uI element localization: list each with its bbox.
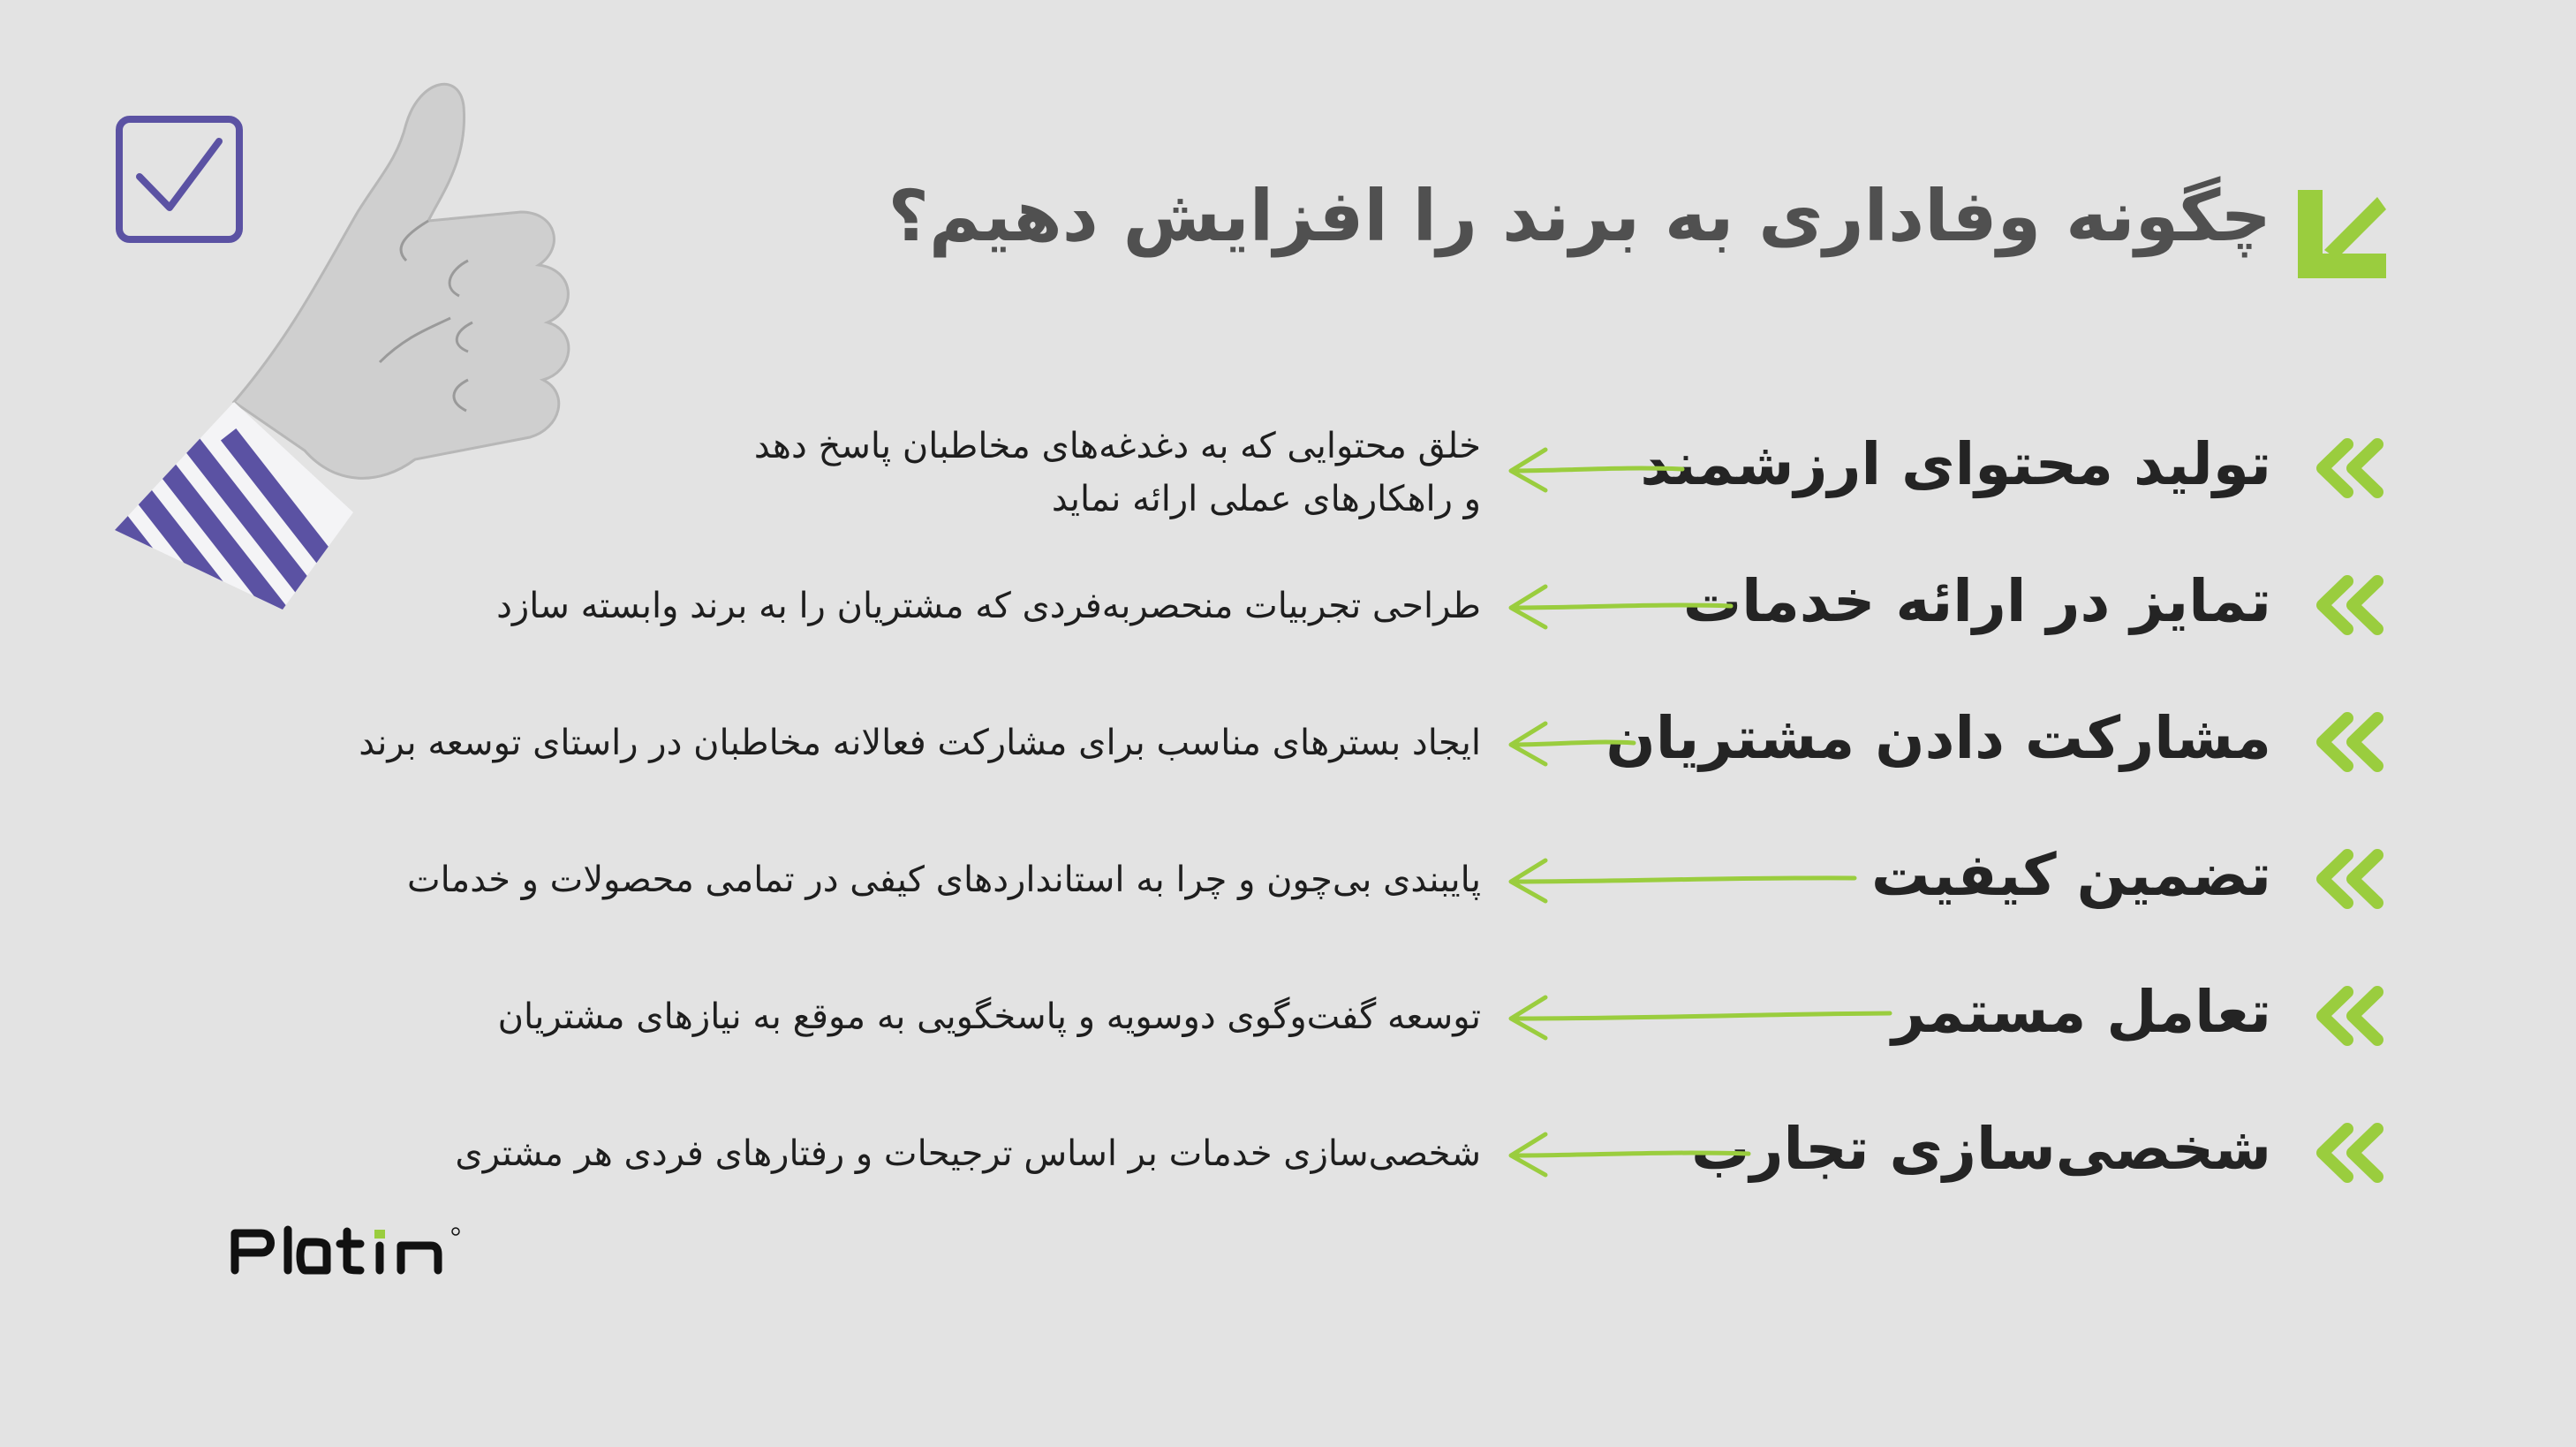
hand-drawn-arrow-left-icon bbox=[1506, 1129, 1753, 1178]
hand-drawn-arrow-left-icon bbox=[1506, 992, 1894, 1042]
item-description: شخصی‌سازی خدمات بر اساس ترجیحات و رفتارهای فردی هر مشتری bbox=[455, 1133, 1481, 1174]
item-description: طراحی تجربیات منحصربه‌فردی که مشتریان را به برند وابسته سازد bbox=[496, 586, 1481, 626]
hand-drawn-arrow-left-icon bbox=[1506, 855, 1859, 905]
item-heading: تعامل مستمر bbox=[1892, 978, 2271, 1046]
double-chevron-left-icon bbox=[2312, 848, 2386, 910]
checked-box-icon bbox=[115, 115, 244, 244]
item-description: خلق محتوایی که به دغدغه‌های مخاطبان پاسخ دهد و راهکارهای عملی ارائه نماید bbox=[753, 426, 1481, 519]
double-chevron-left-icon bbox=[2312, 437, 2386, 499]
item-heading: تمایز در ارائه خدمات bbox=[1682, 567, 2271, 635]
page-title: چگونه وفاداری به برند را افزایش دهیم؟ bbox=[888, 175, 2271, 257]
list-item bbox=[0, 676, 2576, 817]
green-check-corner-icon bbox=[2298, 190, 2386, 278]
list-item bbox=[0, 1087, 2576, 1228]
platin-logo bbox=[228, 1224, 462, 1277]
double-chevron-left-icon bbox=[2312, 574, 2386, 636]
list-item bbox=[0, 813, 2576, 954]
list-item bbox=[0, 539, 2576, 680]
double-chevron-left-icon bbox=[2312, 985, 2386, 1047]
item-description: پایبندی بی‌چون و چرا به استانداردهای کیفی در تمامی محصولات و خدمات bbox=[406, 860, 1481, 900]
item-heading: تضمین کیفیت bbox=[1870, 841, 2271, 909]
list-item bbox=[0, 402, 2576, 543]
list-item bbox=[0, 950, 2576, 1091]
hand-drawn-arrow-left-icon bbox=[1506, 444, 1687, 494]
item-description: ایجاد بسترهای مناسب برای مشارکت فعالانه مخاطبان در راستای توسعه برند bbox=[359, 723, 1481, 763]
item-heading: تولید محتوای ارزشمند bbox=[1640, 430, 2271, 498]
hand-drawn-arrow-left-icon bbox=[1506, 718, 1638, 768]
item-heading: مشارکت دادن مشتریان bbox=[1605, 704, 2271, 772]
item-description: توسعه گفت‌وگوی دوسویه و پاسخگویی به موقع به نیازهای مشتریان bbox=[497, 996, 1481, 1037]
hand-drawn-arrow-left-icon bbox=[1506, 581, 1735, 631]
double-chevron-left-icon bbox=[2312, 1122, 2386, 1184]
item-heading: شخصی‌سازی تجارب bbox=[1691, 1115, 2271, 1183]
double-chevron-left-icon bbox=[2312, 711, 2386, 773]
